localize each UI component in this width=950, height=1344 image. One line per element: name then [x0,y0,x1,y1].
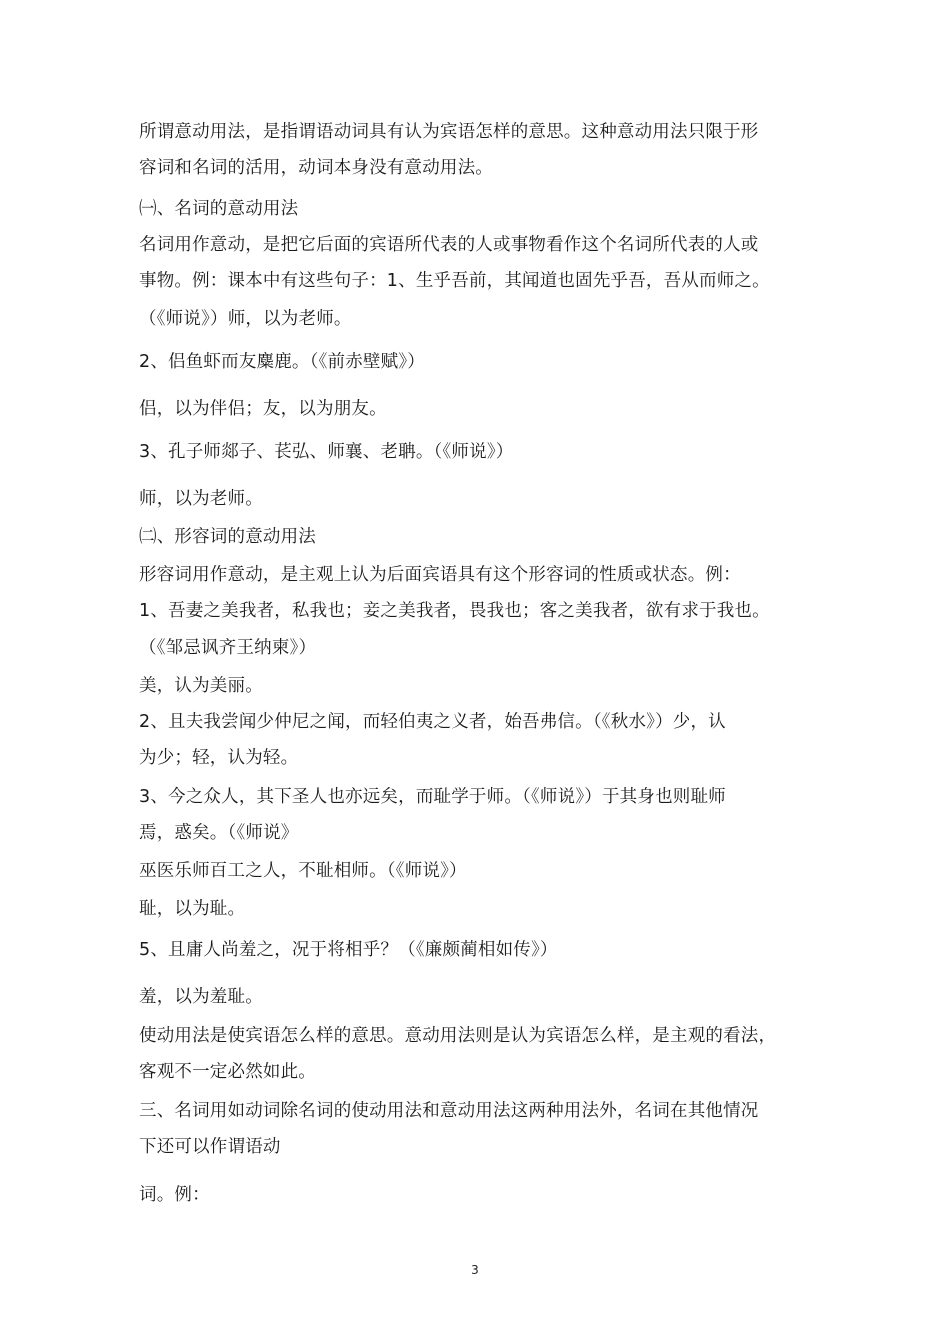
text-line: 形容词用作意动，是主观上认为后面宾语具有这个形容词的性质或状态。例： [139,565,741,585]
text-line: 焉，惑矣。（《师说》 [139,823,299,843]
text-line: 1、吾妻之美我者，私我也；妾之美我者，畏我也；客之美我者，欲有求于我也。 [139,601,770,621]
text-line: 词。例： [139,1185,210,1205]
text-line: 耻，以为耻。 [139,899,246,919]
text-line: 2、侣鱼虾而友麋鹿。（《前赤壁赋》） [139,352,425,372]
text-line: 下还可以作谓语动 [139,1137,281,1157]
text-line: 三、名词用如动词除名词的使动用法和意动用法这两种用法外，名词在其他情况 [139,1101,759,1121]
text-line: 师，以为老师。 [139,489,263,509]
text-line: （《邹忌讽齐王纳柬》） [139,638,317,658]
text-line: 所谓意动用法，是指谓语动词具有认为宾语怎样的意思。这种意动用法只限于形 [139,122,759,142]
text-line: 2、且夫我尝闻少仲尼之闻，而轻伯夷之义者，始吾弗信。（《秋水》）少，认 [139,712,726,732]
text-line: 客观不一定必然如此。 [139,1062,316,1082]
text-line: 容词和名词的活用，动词本身没有意动用法。 [139,158,493,178]
text-line: 美，认为美丽。 [139,676,263,696]
text-line: 巫医乐师百工之人，不耻相师。（《师说》） [139,861,467,881]
text-line: 事物。例：课本中有这些句子：1、生乎吾前，其闻道也固先乎吾，吾从而师之。 [139,271,770,291]
text-line: 羞，以为羞耻。 [139,987,263,1007]
text-line: 使动用法是使宾语怎么样的意思。意动用法则是认为宾语怎么样，是主观的看法， [139,1026,777,1046]
text-line: 3、孔子师郯子、苌弘、师襄、老聃。（《师说》） [139,442,514,462]
section-heading: ㈠、名词的意动用法 [139,199,299,219]
text-line: 名词用作意动，是把它后面的宾语所代表的人或事物看作这个名词所代表的人或 [139,235,759,255]
page-number: 3 [471,1263,479,1277]
text-line: 5、且庸人尚羞之，况于将相乎？（《廉颇蔺相如传》） [139,940,558,960]
section-heading: ㈡、形容词的意动用法 [139,527,316,547]
text-line: 3、今之众人，其下圣人也亦远矣，而耻学于师。（《师说》）于其身也则耻师 [139,787,726,807]
text-line: （《师说》）师，以为老师。 [139,309,352,329]
text-line: 为少；轻，认为轻。 [139,748,299,768]
text-line: 侣，以为伴侣；友，以为朋友。 [139,399,387,419]
